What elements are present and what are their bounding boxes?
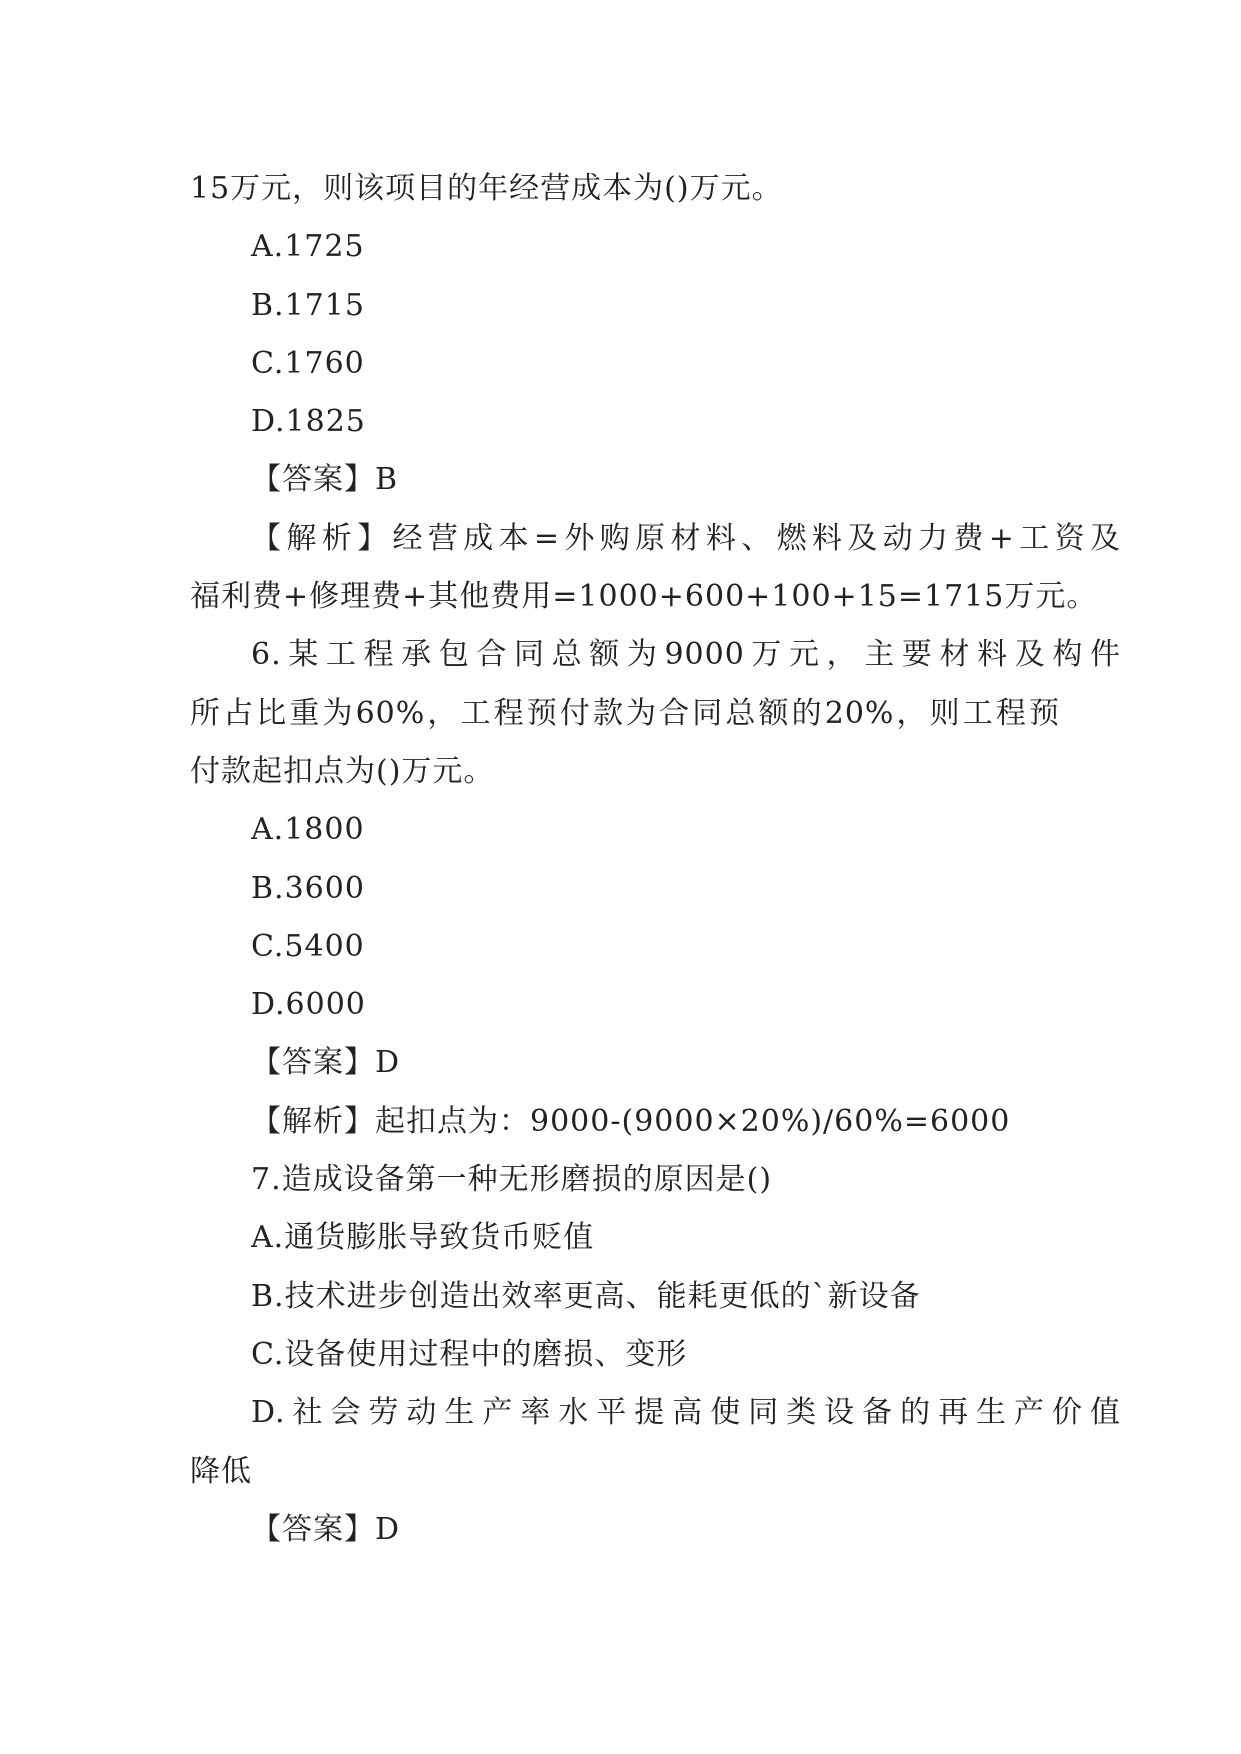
option-d-continued: 降低 xyxy=(190,1453,252,1489)
option-a: A.通货膨胀导致货币贬值 xyxy=(251,1220,595,1256)
answer-line: 【答案】B xyxy=(251,462,399,498)
document-page xyxy=(190,160,1121,1559)
option-c: C.5400 xyxy=(251,928,365,964)
option-b: B.3600 xyxy=(251,870,365,906)
question-line: 所占比重为60%，工程预付款为合同总额的20%，则工程预 xyxy=(190,695,1060,731)
option-d: D.1825 xyxy=(251,404,366,440)
option-a: A.1800 xyxy=(251,812,365,848)
question-line: 6.某工程承包合同总额为9000万元，主要材料及构件 xyxy=(251,637,1121,673)
option-a: A.1725 xyxy=(251,229,365,265)
text-line: 15万元，则该项目的年经营成本为()万元。 xyxy=(190,171,783,206)
question-line: 7.造成设备第一种无形磨损的原因是() xyxy=(251,1162,773,1198)
answer-line: 【答案】D xyxy=(251,1511,401,1547)
option-d: D.6000 xyxy=(251,987,366,1023)
answer-line: 【答案】D xyxy=(251,1045,401,1081)
option-b: B.1715 xyxy=(251,287,365,323)
option-c: C.设备使用过程中的磨损、变形 xyxy=(251,1336,688,1372)
option-b: B.技术进步创造出效率更高、能耗更低的`新设备 xyxy=(251,1278,921,1314)
explanation-line: 福利费+修理费+其他费用=1000+600+100+15=1715万元。 xyxy=(190,579,1098,615)
option-c: C.1760 xyxy=(251,345,365,381)
question-line: 付款起扣点为()万元。 xyxy=(190,753,495,789)
explanation-line: 【解析】起扣点为：9000-(9000×20%)/60%=6000 xyxy=(251,1103,1011,1139)
option-d: D.社会劳动生产率水平提高使同类设备的再生产价值 xyxy=(251,1395,1121,1431)
explanation-line: 【解析】经营成本=外购原材料、燃料及动力费+工资及 xyxy=(251,520,1121,556)
